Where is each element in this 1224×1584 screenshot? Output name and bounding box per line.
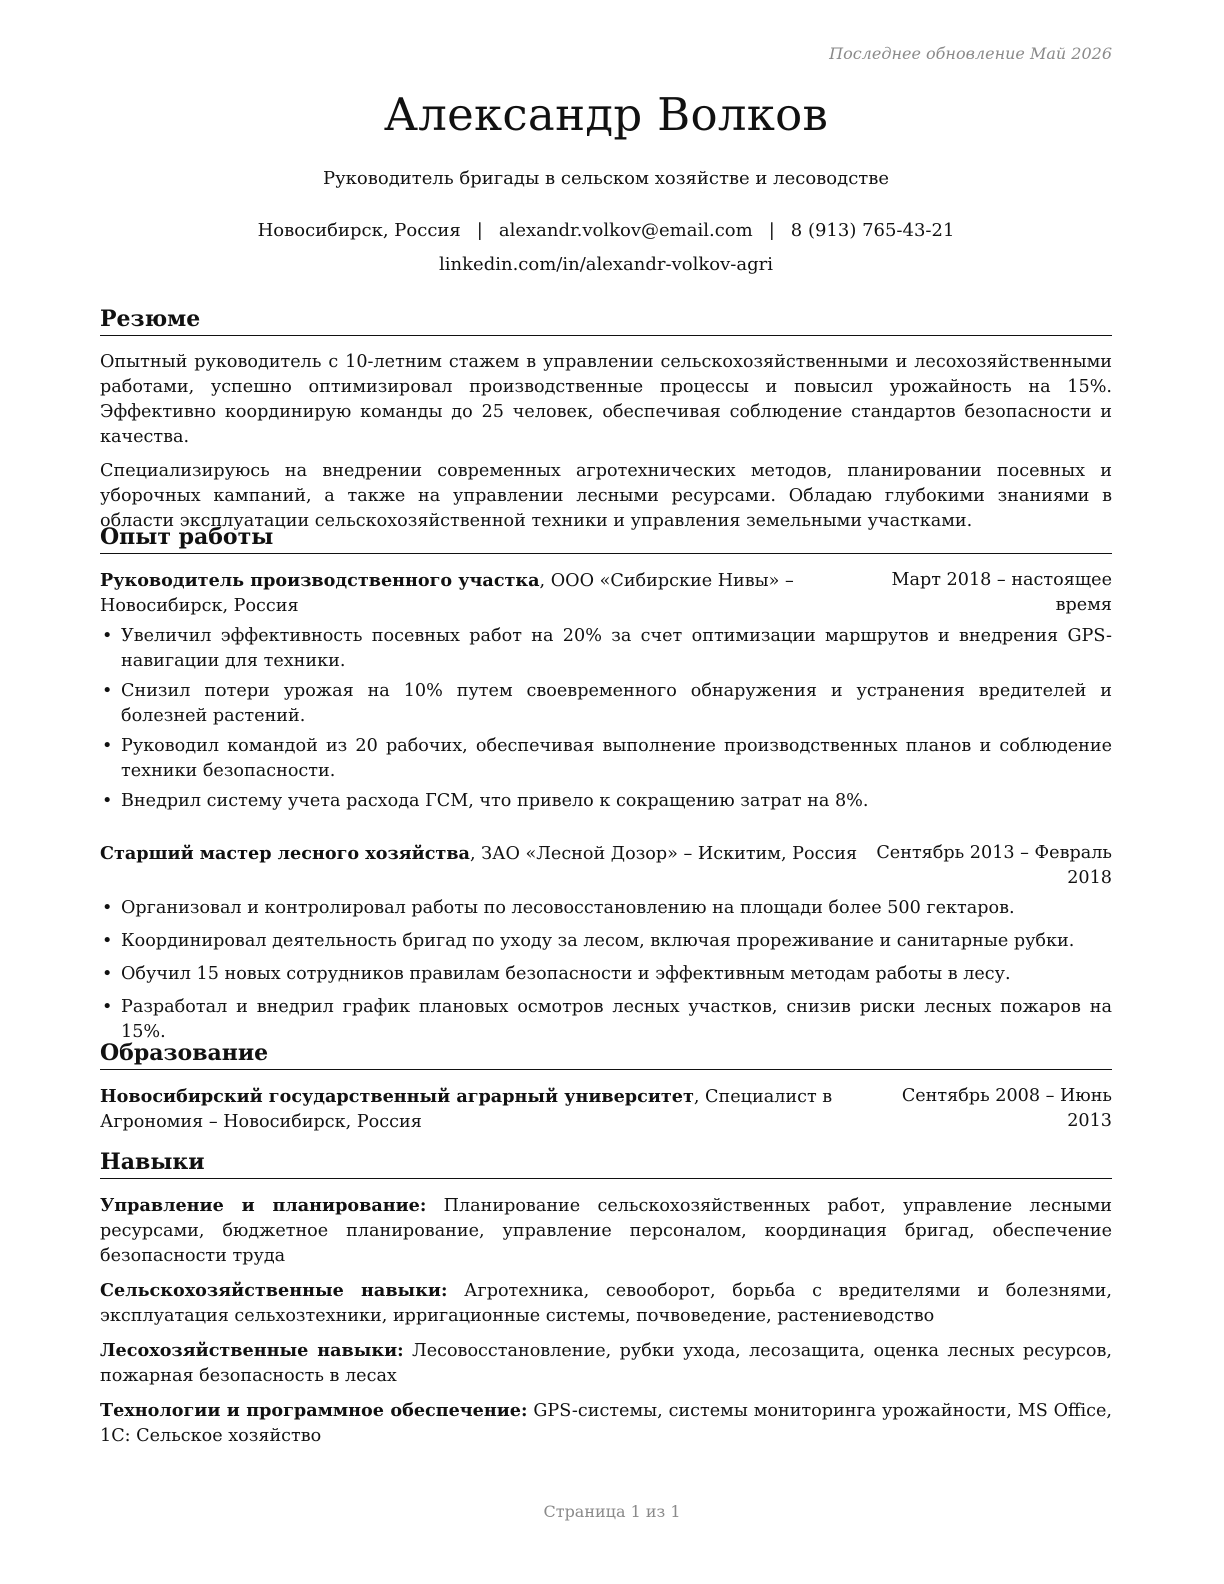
job-dates: Март 2018 – настоящее время [891, 570, 1112, 615]
education-section [100, 1038, 1112, 1135]
last-updated: Последнее обновление Май 2026 [829, 44, 1112, 63]
section-title: Опыт работы [100, 522, 1112, 554]
job-org: , ЗАО «Лесной Дозор» – Искитим, Россия [469, 844, 858, 864]
job-entry [100, 841, 1112, 1045]
skill-text: GPS-системы, системы мониторинга урожайности, MS Office, 1С: Сельское хозяйство [100, 1401, 1113, 1446]
section-title: Навыки [100, 1147, 1112, 1179]
skill-label: Технологии и программное обеспечение: [100, 1400, 528, 1421]
job-role-org [100, 841, 862, 867]
job-bullets [100, 624, 1112, 814]
job-role: Руководитель производственного участка [100, 570, 540, 591]
headline: Руководитель бригады в сельском хозяйстве и лесоводстве [322, 168, 890, 189]
job-header [100, 568, 1112, 619]
education-entry [100, 1084, 1112, 1135]
resume-page [100, 0, 1112, 1584]
skill-group [100, 1398, 1112, 1449]
skill-label: Управление и планирование: [100, 1195, 427, 1216]
linkedin-link[interactable]: linkedin.com/in/alexandr-volkov-agri [439, 254, 773, 275]
degree-details: , Специалист в Агрономия – Новосибирск, Россия [100, 1087, 833, 1132]
job-bullets [100, 896, 1112, 1045]
summary-paragraph: Специализируюсь на внедрении современных агротехнических методов, планировании посевных и уборочных кампаний, а также на управлении лесными ресурсами. Обладаю глубокими знаниями в области эксплуатации сельскохозяйственной техники и управления земельными участками. [100, 461, 1112, 531]
skill-label: Лесохозяйственные навыки: [100, 1340, 404, 1361]
list-item: • Разработал и внедрил график плановых осмотров лесных участков, снизив риски лесных пожаров на 15%. [100, 995, 1112, 1045]
list-item: • Внедрил систему учета расхода ГСМ, что привело к сокращению затрат на 8%. [100, 789, 1112, 814]
section-title: Резюме [100, 304, 1112, 336]
skill-label: Сельскохозяйственные навыки: [100, 1280, 448, 1301]
email-link[interactable]: alexandr.volkov@email.com [498, 220, 753, 241]
location: Новосибирск, Россия [257, 220, 461, 241]
separator: | [768, 220, 775, 241]
section-title: Образование [100, 1038, 1112, 1070]
summary-paragraph: Опытный руководитель с 10-летним стажем в управлении сельскохозяйственными и лесохозяйственными работами, успешно оптимизировал производственные процессы и повысил урожайность на 15%. Эффективно координирую команды до 25 человек, обеспечивая соблюдение стандартов безопасности и качества. [100, 352, 1112, 447]
list-item: • Снизил потери урожая на 10% путем своевременного обнаружения и устранения вредителей и болезней растений. [100, 679, 1112, 729]
job-role: Старший мастер лесного хозяйства [100, 843, 470, 864]
job-role-org [100, 568, 862, 619]
skill-group [100, 1278, 1112, 1329]
candidate-name: Александр Волков [383, 88, 829, 141]
list-item: • Координировал деятельность бригад по уходу за лесом, включая прореживание и санитарные рубки. [100, 929, 1112, 954]
skill-text: Лесовосстановление, рубки ухода, лесозащита, оценка лесных ресурсов, пожарная безопасность в лесах [100, 1341, 1112, 1386]
page-number: Страница 1 из 1 [543, 1502, 681, 1521]
job-header [100, 841, 1112, 891]
skills-section [100, 1147, 1112, 1449]
skill-group [100, 1338, 1112, 1389]
phone: 8 (913) 765-43-21 [790, 220, 955, 241]
list-item: • Организовал и контролировал работы по лесовосстановлению на площади более 500 гектаров. [100, 896, 1112, 921]
skill-group [100, 1193, 1112, 1269]
skill-text: Планирование сельскохозяйственных работ, управление лесными ресурсами, бюджетное планирование, управление персоналом, координация бригад, обеспечение безопасности труда [100, 1196, 1112, 1266]
skill-text: Агротехника, севооборот, борьба с вредителями и болезнями, эксплуатация сельхозтехники, ирригационные системы, почвоведение, растениеводство [100, 1281, 1112, 1326]
list-item: • Увеличил эффективность посевных работ на 20% за счет оптимизации маршрутов и внедрения GPS-навигации для техники. [100, 624, 1112, 674]
job-dates: Сентябрь 2013 – Февраль 2018 [876, 843, 1112, 888]
list-item: • Обучил 15 новых сотрудников правилам безопасности и эффективным методам работы в лесу. [100, 962, 1112, 987]
school-name: Новосибирский государственный аграрный университет [100, 1086, 694, 1107]
job-entry [100, 568, 1112, 814]
education-dates: Сентябрь 2008 – Июнь 2013 [901, 1086, 1112, 1131]
summary-section [100, 304, 1112, 534]
job-org: , ООО «Сибирские Нивы» – Новосибирск, Россия [100, 571, 794, 616]
contact-line [100, 220, 1112, 241]
list-item: • Руководил командой из 20 рабочих, обеспечивая выполнение производственных планов и соблюдение техники безопасности. [100, 734, 1112, 784]
education-school-details [100, 1084, 872, 1135]
experience-section [100, 522, 1112, 1045]
separator: | [476, 220, 483, 241]
